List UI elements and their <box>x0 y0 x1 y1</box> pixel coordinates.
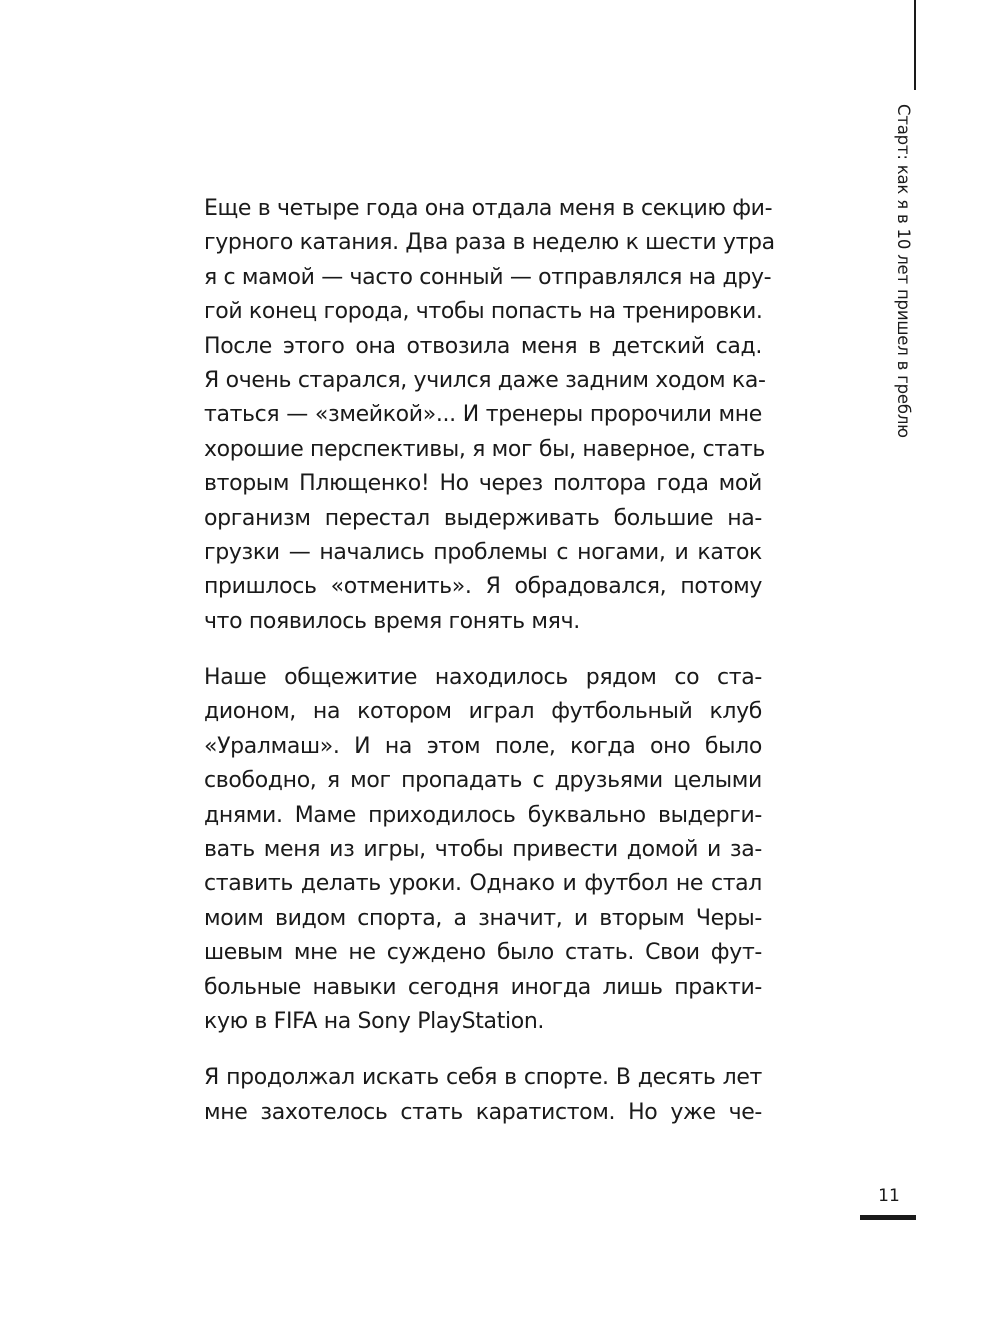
text-line: Я продолжал искать себя в спорте. В десять лет <box>204 1065 762 1091</box>
text-line: «Уралмаш». И на этом поле, когда оно было <box>204 733 762 759</box>
text-line: организм перестал выдерживать большие на- <box>204 505 762 531</box>
text-line: дионом, на котором играл футбольный клуб <box>204 699 762 725</box>
text-line: гой конец города, чтобы попасть на тренировки. <box>204 299 763 325</box>
text-line: таться — «змейкой»... И тренеры пророчили мне <box>204 402 762 428</box>
text-line: я с мамой — часто сонный — отправлялся на дру- <box>204 264 772 290</box>
text-line: вать меня из игры, чтобы привести домой и за- <box>204 837 762 863</box>
text-line: шевым мне не суждено было стать. Свои фут- <box>204 940 762 966</box>
text-line: Я очень старался, учился даже задним ходом ка- <box>204 367 766 393</box>
text-line: моим видом спорта, а значит, и вторым Черы- <box>204 905 762 931</box>
page-number: 11 <box>878 1186 900 1206</box>
text-line: днями. Маме приходилось буквально выдерги- <box>204 802 762 828</box>
text-line: Наше общежитие находилось рядом со ста- <box>204 665 762 691</box>
bottom-horizontal-rule <box>860 1215 916 1220</box>
paragraph-1 <box>204 192 775 639</box>
text-line: что появилось время гонять мяч. <box>204 608 580 634</box>
text-line: больные навыки сегодня иногда лишь практи- <box>204 974 762 1000</box>
text-line: кую в FIFA на Sony PlayStation. <box>204 1008 545 1034</box>
top-vertical-rule <box>914 0 916 90</box>
text-line: гурного катания. Два раза в неделю к шести утра <box>204 230 775 256</box>
text-line: После этого она отвозила меня в детский сад. <box>204 333 762 359</box>
text-line: пришлось «отменить». Я обрадовался, потому <box>204 574 762 600</box>
body-text <box>204 192 775 1152</box>
paragraph-2 <box>204 661 762 1039</box>
text-line: Еще в четыре года она отдала меня в секцию фи- <box>204 196 773 221</box>
text-line: ставить делать уроки. Однако и футбол не стал <box>204 871 762 897</box>
text-line: мне захотелось стать каратистом. Но уже че- <box>204 1099 762 1125</box>
running-head-chapter-title: Старт: как я в 10 лет пришел в греблю <box>894 104 913 438</box>
paragraph-3 <box>204 1061 762 1130</box>
text-line: вторым Плющенко! Но через полтора года мой <box>204 471 762 497</box>
text-line: грузки — начались проблемы с ногами, и каток <box>204 539 762 565</box>
text-line: свободно, я мог пропадать с друзьями целыми <box>204 768 762 794</box>
text-line: хорошие перспективы, я мог бы, наверное, стать <box>204 436 766 462</box>
